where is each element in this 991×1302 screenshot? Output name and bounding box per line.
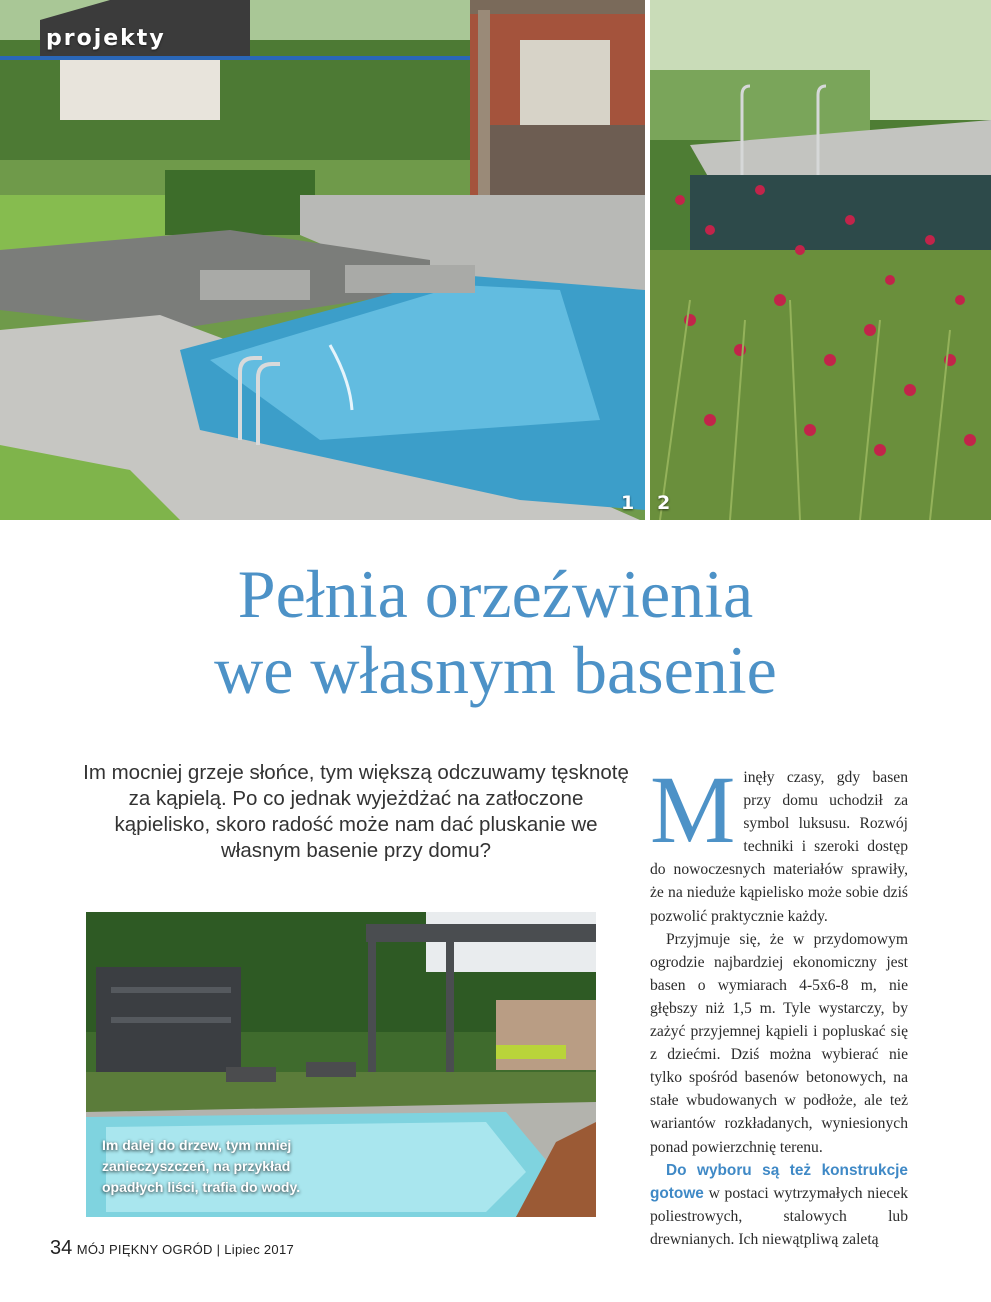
- section-label: projekty: [46, 26, 166, 51]
- photo-number-1: 1: [621, 492, 635, 514]
- title-line-2: we własnym basenie: [214, 632, 777, 708]
- photo-pool-terrace: [0, 0, 645, 520]
- section-label-bar: [0, 56, 470, 60]
- body-highlight: Do wyboru są też konstrukcje gotowe: [650, 1161, 908, 1202]
- article-title: [0, 556, 991, 708]
- body-paragraph-1: [650, 756, 908, 928]
- article-body: [650, 756, 908, 1251]
- photo-caption: Im dalej do drzew, tym mniej zanieczyszczeń, na przykład opadłych liści, trafia do wody.: [102, 1137, 301, 1195]
- page-number: 34: [50, 1237, 73, 1259]
- photo-number-2: 2: [657, 492, 671, 514]
- publication-info: MÓJ PIĘKNY OGRÓD | Lipiec 2017: [76, 1242, 295, 1257]
- lead-paragraph: Im mocniej grzeje słońce, tym większą odczuwamy tęsknotę za kąpielą. Po co jednak wyjeżdżać na zatłoczone kąpielisko, skoro radość może nam dać pluskanie we własnym basenie przy domu?: [83, 761, 629, 862]
- body-paragraph-2: Przyjmuje się, że w przydomowym ogrodzie najbardziej ekonomiczny jest basen o wymiarach 4-5x6-8 m, nie głębszy niż 1,5 m. Tyle wystarczy, by zażyć przyjemnej kąpieli i popluskać się z dziećmi. Dziś można wybierać nie tylko spośród basenów betonowych, na stałe wbudowanych w podłoże, ale też wariantów rozkładanych, wyniesionych ponad powierzchnię terenu.: [650, 930, 908, 1156]
- body-paragraph-3-text: w postaci wytrzymałych niecek poliestrowych, stalowych lub drewnianych. Ich niewątpliwą zaletą: [650, 1184, 908, 1248]
- dropcap: M: [650, 756, 736, 863]
- page-footer: [50, 1237, 294, 1260]
- body-paragraph-1-text: inęły czasy, gdy basen przy domu uchodził za symbol luksusu. Rozwój techniki i szeroki dostęp do nowoczesnych materiałów sprawiły, że na nieduże kąpielisko może sobie dziś pozwolić praktycznie każdy.: [650, 769, 908, 925]
- body-paragraph-3: [650, 1159, 908, 1251]
- photo-red-flowers: [650, 0, 991, 520]
- title-line-1: Pełnia orzeźwienia: [237, 556, 754, 632]
